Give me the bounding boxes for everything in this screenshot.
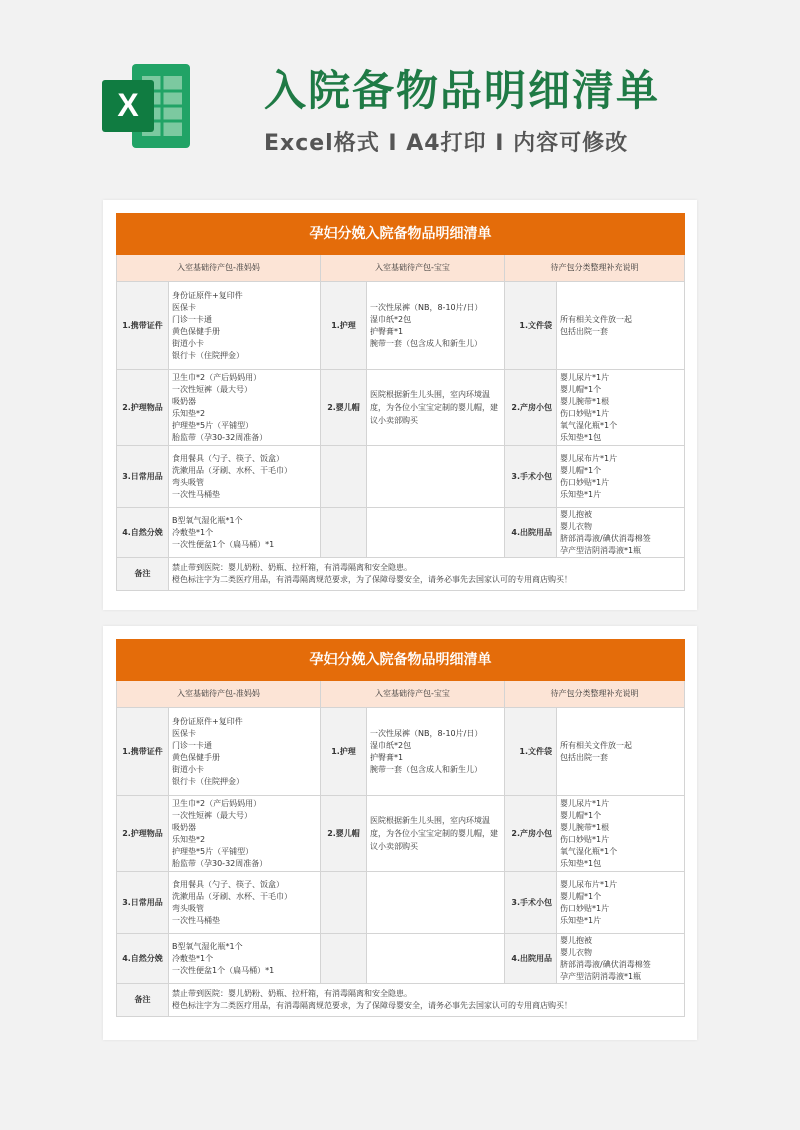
list-item: 医院根据新生儿头围，室内环境温度，为各位小宝宝定制的婴儿帽，建议小卖部购买 <box>370 816 498 851</box>
list-item: 黄色保健手册 <box>172 326 220 336</box>
list-item: 湿巾纸*2包 <box>370 740 412 750</box>
table-title-row <box>117 214 685 255</box>
note-items <box>557 370 685 446</box>
table-title: 孕妇分娩入院备物品明细清单 <box>117 214 685 255</box>
list-item: 医院根据新生儿头围，室内环境温度，为各位小宝宝定制的婴儿帽，建议小卖部购买 <box>370 390 498 425</box>
remark-label: 备注 <box>117 984 169 1017</box>
baby-items <box>367 796 505 872</box>
note-category-label: 1.文件袋 <box>505 282 557 370</box>
list-item: 腕带一套（包含成人和新生儿） <box>370 338 482 348</box>
note-items <box>557 446 685 508</box>
list-item: 门诊一卡通 <box>172 740 212 750</box>
baby-category-label <box>321 446 367 508</box>
list-item: 卫生巾*2（产后妈妈用） <box>172 798 262 808</box>
list-item: 婴儿衣物 <box>560 947 592 957</box>
list-item: 街道小卡 <box>172 338 204 348</box>
mom-category-label: 2.护理物品 <box>117 796 169 872</box>
remark-text <box>169 558 685 591</box>
baby-category-label: 2.婴儿帽 <box>321 796 367 872</box>
list-item: 身份证原件+复印件 <box>172 290 243 300</box>
mom-items <box>169 370 321 446</box>
note-category-label: 2.产房小包 <box>505 370 557 446</box>
remark-line: 禁止带到医院：婴儿奶粉、奶瓶、拉杆箱，有消毒隔离和安全隐患。 <box>172 989 412 998</box>
checklist-table <box>116 639 685 1017</box>
mom-category-label: 3.日常用品 <box>117 872 169 934</box>
list-item: 婴儿尿片*1片 <box>560 372 610 382</box>
list-item: 伤口妙贴*1片 <box>560 477 610 487</box>
header-mom: 入室基础待产包-准妈妈 <box>117 681 321 708</box>
list-item: 身份证原件+复印件 <box>172 716 243 726</box>
table-row <box>117 370 685 446</box>
baby-items <box>367 934 505 984</box>
note-category-label: 2.产房小包 <box>505 796 557 872</box>
table-row <box>117 282 685 370</box>
list-item: 婴儿抱被 <box>560 935 592 945</box>
list-item: 氧气湿化瓶*1个 <box>560 420 618 430</box>
note-category-label: 3.手术小包 <box>505 872 557 934</box>
remark-line: 禁止带到医院：婴儿奶粉、奶瓶、拉杆箱，有消毒隔离和安全隐患。 <box>172 563 412 572</box>
list-item: 医保卡 <box>172 728 196 738</box>
list-item: 一次性马桶垫 <box>172 489 220 499</box>
list-item: 孕产型洁阴消毒液*1瓶 <box>560 545 642 555</box>
table-title: 孕妇分娩入院备物品明细清单 <box>117 640 685 681</box>
list-item: 银行卡（住院押金） <box>172 350 244 360</box>
note-category-label: 4.出院用品 <box>505 934 557 984</box>
list-item: 一次性短裤（最大号） <box>172 810 252 820</box>
baby-category-label: 1.护理 <box>321 282 367 370</box>
list-item: 护理垫*5片（平铺型） <box>172 420 254 430</box>
list-item: 胎监带（孕30-32周准备） <box>172 858 268 868</box>
mom-category-label: 3.日常用品 <box>117 446 169 508</box>
list-item: 乐知垫*1包 <box>560 858 602 868</box>
baby-items <box>367 508 505 558</box>
list-item: 一次性尿裤（NB，8-10片/日） <box>370 302 483 312</box>
list-item: 婴儿腕带*1根 <box>560 396 610 406</box>
list-item: 婴儿尿布片*1片 <box>560 453 618 463</box>
baby-items <box>367 282 505 370</box>
mom-category-label: 1.携带证件 <box>117 282 169 370</box>
list-item: 一次性马桶垫 <box>172 915 220 925</box>
baby-category-label: 1.护理 <box>321 708 367 796</box>
mom-items <box>169 796 321 872</box>
excel-letter: X <box>117 87 139 123</box>
document-sheet-2 <box>103 626 697 1040</box>
remark-row <box>117 984 685 1017</box>
list-item: 乐知垫*2 <box>172 408 206 418</box>
mom-items <box>169 708 321 796</box>
mom-items <box>169 508 321 558</box>
list-item: 一次性短裤（最大号） <box>172 384 252 394</box>
list-item: 包括出院一套 <box>560 326 608 336</box>
note-category-label: 1.文件袋 <box>505 708 557 796</box>
list-item: 吸奶器 <box>172 822 196 832</box>
list-item: 氧气湿化瓶*1个 <box>560 846 618 856</box>
list-item: 腕带一套（包含成人和新生儿） <box>370 764 482 774</box>
list-item: 洗漱用品（牙刷、水杯、干毛巾） <box>172 891 292 901</box>
checklist-table <box>116 213 685 591</box>
list-item: 黄色保健手册 <box>172 752 220 762</box>
list-item: 湿巾纸*2包 <box>370 314 412 324</box>
remark-line: 橙色标注字为二类医疗用品，有消毒隔离规范要求，为了保障母婴安全，请务必事先去国家认可的专用商店购买！ <box>172 575 572 584</box>
baby-items <box>367 446 505 508</box>
table-row <box>117 872 685 934</box>
list-item: 所有相关文件放一起 <box>560 314 632 324</box>
table-header-row <box>117 681 685 708</box>
table-row <box>117 796 685 872</box>
sheet-container <box>116 639 684 1017</box>
note-items <box>557 282 685 370</box>
list-item: 伤口妙贴*1片 <box>560 834 610 844</box>
baby-items <box>367 872 505 934</box>
list-item: 食用餐具（勺子、筷子、饭盒） <box>172 453 284 463</box>
list-item: 食用餐具（勺子、筷子、饭盒） <box>172 879 284 889</box>
mom-items <box>169 872 321 934</box>
baby-category-label <box>321 872 367 934</box>
list-item: 包括出院一套 <box>560 752 608 762</box>
list-item: 乐知垫*1包 <box>560 432 602 442</box>
header-notes: 待产包分类整理补充说明 <box>505 255 685 282</box>
list-item: 弯头吸管 <box>172 477 204 487</box>
list-item: 冷敷垫*1个 <box>172 953 214 963</box>
sheet-container <box>116 213 684 591</box>
note-items <box>557 796 685 872</box>
mom-items <box>169 934 321 984</box>
list-item: 婴儿帽*1个 <box>560 891 602 901</box>
document-sheet-1 <box>103 200 697 610</box>
list-item: 婴儿抱被 <box>560 509 592 519</box>
list-item: 婴儿尿片*1片 <box>560 798 610 808</box>
list-item: 护臀膏*1 <box>370 326 404 336</box>
note-category-label: 3.手术小包 <box>505 446 557 508</box>
list-item: 一次性尿裤（NB，8-10片/日） <box>370 728 483 738</box>
mom-category-label: 4.自然分娩 <box>117 508 169 558</box>
list-item: 所有相关文件放一起 <box>560 740 632 750</box>
list-item: 冷敷垫*1个 <box>172 527 214 537</box>
baby-category-label <box>321 508 367 558</box>
excel-logo-icon <box>102 60 192 152</box>
remark-label: 备注 <box>117 558 169 591</box>
list-item: 伤口妙贴*1片 <box>560 408 610 418</box>
remark-row <box>117 558 685 591</box>
baby-items <box>367 708 505 796</box>
list-item: 护理垫*5片（平铺型） <box>172 846 254 856</box>
baby-category-label <box>321 934 367 984</box>
list-item: 门诊一卡通 <box>172 314 212 324</box>
table-row <box>117 708 685 796</box>
list-item: 伤口妙贴*1片 <box>560 903 610 913</box>
list-item: 婴儿帽*1个 <box>560 384 602 394</box>
list-item: 婴儿衣物 <box>560 521 592 531</box>
note-items <box>557 508 685 558</box>
list-item: 脐部消毒液/碘伏消毒棉签 <box>560 959 651 969</box>
header-mom: 入室基础待产包-准妈妈 <box>117 255 321 282</box>
list-item: 洗漱用品（牙刷、水杯、干毛巾） <box>172 465 292 475</box>
header-notes: 待产包分类整理补充说明 <box>505 681 685 708</box>
list-item: 医保卡 <box>172 302 196 312</box>
table-header-row <box>117 255 685 282</box>
list-item: 一次性便盆1个（扁马桶）*1 <box>172 965 275 975</box>
list-item: 护臀膏*1 <box>370 752 404 762</box>
header-baby: 入室基础待产包-宝宝 <box>321 681 505 708</box>
mom-items <box>169 282 321 370</box>
list-item: 乐知垫*2 <box>172 834 206 844</box>
list-item: 脐部消毒液/碘伏消毒棉签 <box>560 533 651 543</box>
mom-category-label: 4.自然分娩 <box>117 934 169 984</box>
list-item: 卫生巾*2（产后妈妈用） <box>172 372 262 382</box>
list-item: 乐知垫*1片 <box>560 915 602 925</box>
page-subtitle: Excel格式 I A4打印 I 内容可修改 <box>264 131 629 156</box>
list-item: 孕产型洁阴消毒液*1瓶 <box>560 971 642 981</box>
table-row <box>117 508 685 558</box>
list-item: 街道小卡 <box>172 764 204 774</box>
mom-items <box>169 446 321 508</box>
list-item: 弯头吸管 <box>172 903 204 913</box>
note-category-label: 4.出院用品 <box>505 508 557 558</box>
list-item: 吸奶器 <box>172 396 196 406</box>
mom-category-label: 2.护理物品 <box>117 370 169 446</box>
baby-category-label: 2.婴儿帽 <box>321 370 367 446</box>
list-item: 银行卡（住院押金） <box>172 776 244 786</box>
list-item: 一次性便盆1个（扁马桶）*1 <box>172 539 275 549</box>
list-item: 胎监带（孕30-32周准备） <box>172 432 268 442</box>
note-items <box>557 872 685 934</box>
list-item: 婴儿腕带*1根 <box>560 822 610 832</box>
note-items <box>557 708 685 796</box>
mom-category-label: 1.携带证件 <box>117 708 169 796</box>
note-items <box>557 934 685 984</box>
list-item: 乐知垫*1片 <box>560 489 602 499</box>
page-title: 入院备物品明细清单 <box>264 66 661 115</box>
table-row <box>117 446 685 508</box>
table-row <box>117 934 685 984</box>
list-item: B型氧气湿化瓶*1个 <box>172 941 243 951</box>
remark-line: 橙色标注字为二类医疗用品，有消毒隔离规范要求，为了保障母婴安全，请务必事先去国家认可的专用商店购买！ <box>172 1001 572 1010</box>
list-item: 婴儿尿布片*1片 <box>560 879 618 889</box>
header-baby: 入室基础待产包-宝宝 <box>321 255 505 282</box>
baby-items <box>367 370 505 446</box>
list-item: 婴儿帽*1个 <box>560 465 602 475</box>
table-title-row <box>117 640 685 681</box>
list-item: B型氧气湿化瓶*1个 <box>172 515 243 525</box>
remark-text <box>169 984 685 1017</box>
list-item: 婴儿帽*1个 <box>560 810 602 820</box>
